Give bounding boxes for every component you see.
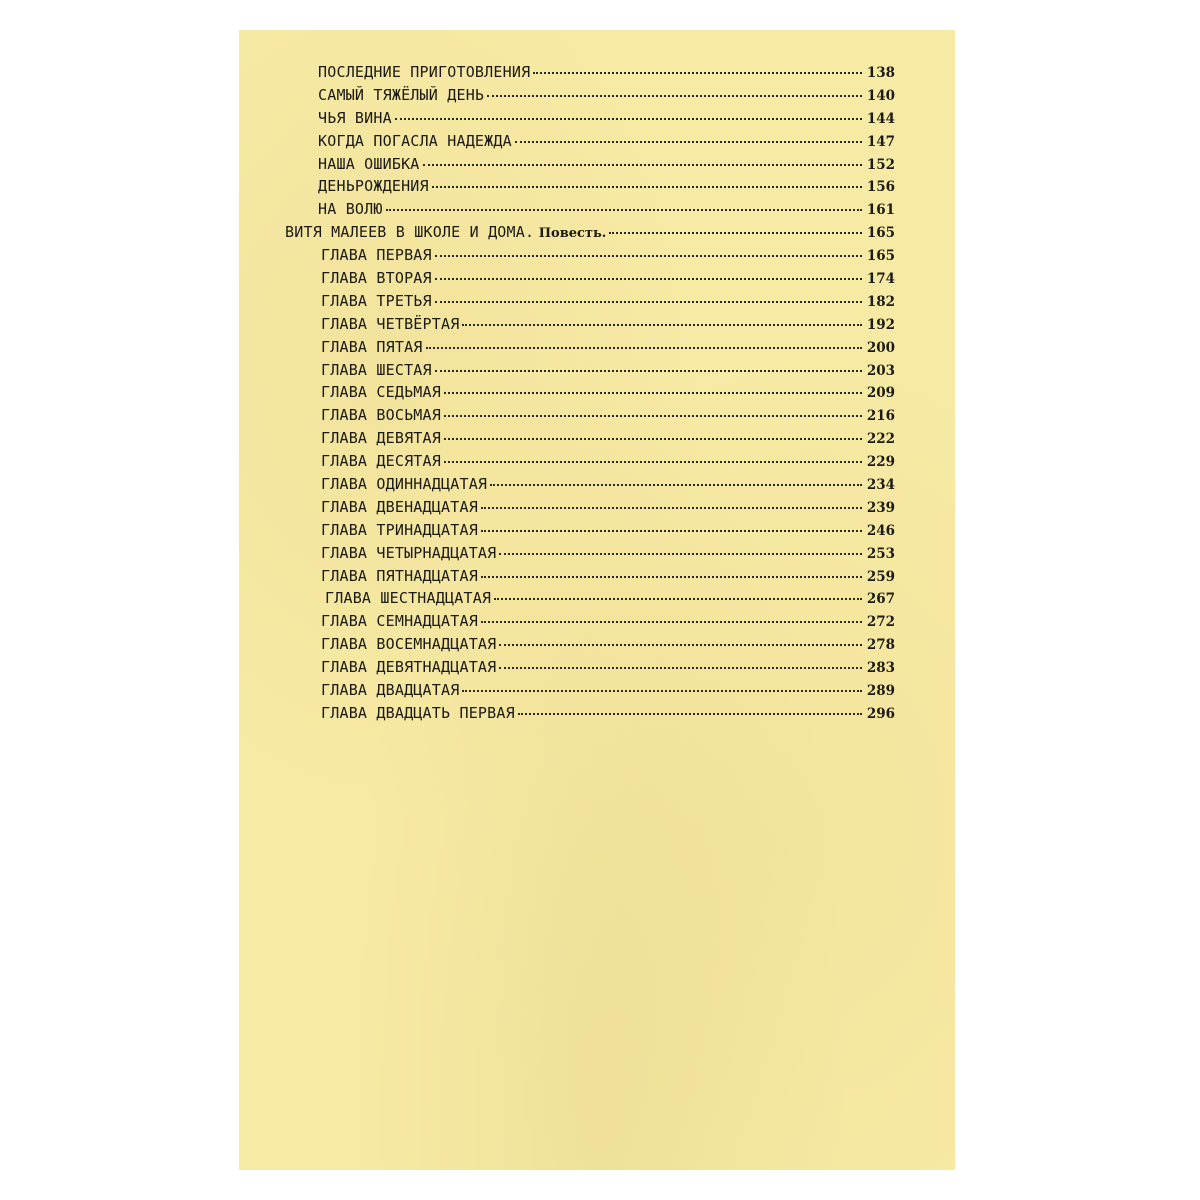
toc-entry-title xyxy=(321,521,478,539)
book-page xyxy=(239,30,955,1170)
toc-entry-title-text: ГЛАВА ЧЕТЫРНАДЦАТАЯ xyxy=(321,543,497,562)
toc-entry-title xyxy=(321,498,478,516)
toc-entry-title-text: ГЛАВА ШЕСТНАДЦАТАЯ xyxy=(325,589,492,608)
toc-entry-title-text: САМЫЙ ТЯЖЁЛЫЙ ДЕНЬ xyxy=(318,85,485,104)
toc-entry xyxy=(285,132,895,155)
toc-entry-title xyxy=(318,177,429,195)
toc-entry-page-number: 165 xyxy=(866,225,895,242)
toc-entry xyxy=(285,498,895,521)
dot-leader xyxy=(481,507,862,509)
toc-entry xyxy=(285,223,895,246)
toc-entry-title xyxy=(321,406,441,424)
toc-entry xyxy=(285,567,895,590)
table-of-contents xyxy=(285,63,895,727)
toc-entry-title-text: ПОСЛЕДНИЕ ПРИГОТОВЛЕНИЯ xyxy=(318,63,531,81)
dot-leader xyxy=(435,278,862,280)
toc-entry-title xyxy=(321,475,487,493)
toc-entry-page-number: 283 xyxy=(866,660,895,677)
toc-entry xyxy=(285,544,895,567)
toc-entry xyxy=(285,200,895,223)
toc-entry-page-number: 174 xyxy=(866,271,895,288)
toc-entry-title xyxy=(321,269,432,287)
toc-entry-title xyxy=(318,63,530,81)
toc-entry-title xyxy=(318,109,392,127)
toc-entry-page-number: 272 xyxy=(866,614,895,631)
toc-entry xyxy=(285,681,895,704)
toc-entry-page-number: 200 xyxy=(866,339,895,356)
dot-leader xyxy=(518,713,862,715)
dot-leader xyxy=(481,530,862,532)
toc-entry-page-number: 165 xyxy=(866,248,895,265)
dot-leader xyxy=(481,621,862,623)
toc-entry-page-number: 259 xyxy=(866,568,895,585)
dot-leader xyxy=(499,644,862,646)
toc-entry-title-text: ГЛАВА ЧЕТВЁРТАЯ xyxy=(321,314,460,333)
toc-entry-title-text: ГЛАВА СЕДЬМАЯ xyxy=(321,383,441,402)
toc-entry-title xyxy=(321,383,441,401)
toc-entry-page-number: 161 xyxy=(866,202,895,219)
toc-entry-title-text: ГЛАВА ВОСЬМАЯ xyxy=(321,406,441,425)
toc-entry-title xyxy=(321,635,496,653)
toc-entry-title xyxy=(321,429,441,447)
dot-leader xyxy=(386,209,862,211)
toc-entry-title xyxy=(321,361,432,379)
toc-entry xyxy=(285,635,895,658)
toc-entry-title xyxy=(325,589,491,607)
toc-entry xyxy=(285,704,895,727)
toc-entry-title-text: ДЕНЬРОЖДЕНИЯ xyxy=(318,177,429,196)
toc-entry-page-number: 144 xyxy=(866,110,895,127)
toc-entry xyxy=(285,109,895,132)
dot-leader xyxy=(444,415,862,417)
toc-entry-page-number: 229 xyxy=(866,454,895,471)
toc-entry-title-text: ГЛАВА ДВАДЦАТЬ ПЕРВАЯ xyxy=(321,703,515,722)
toc-entry-title xyxy=(285,223,606,241)
toc-entry-note: Повесть. xyxy=(534,226,607,242)
toc-entry xyxy=(285,383,895,406)
toc-entry-page-number: 246 xyxy=(866,522,895,539)
toc-entry-page-number: 209 xyxy=(866,385,895,402)
toc-entry xyxy=(285,658,895,681)
dot-leader xyxy=(515,141,862,143)
toc-entry-title-text: ГЛАВА ДЕСЯТАЯ xyxy=(321,452,441,471)
toc-entry-title-text: КОГДА ПОГАСЛА НАДЕЖДА xyxy=(318,131,512,150)
dot-leader xyxy=(490,484,862,486)
toc-entry xyxy=(285,86,895,109)
dot-leader xyxy=(609,232,862,234)
toc-entry-page-number: 289 xyxy=(866,683,895,700)
toc-entry-title-text: ГЛАВА ДВЕНАДЦАТАЯ xyxy=(321,497,478,516)
toc-entry-page-number: 222 xyxy=(866,431,895,448)
dot-leader xyxy=(487,95,862,97)
toc-entry-title-text: ГЛАВА ШЕСТАЯ xyxy=(321,360,432,379)
toc-entry-title xyxy=(321,452,441,470)
toc-entry-title-text: НАША ОШИБКА xyxy=(318,154,420,173)
toc-entry-title xyxy=(318,132,512,150)
dot-leader xyxy=(435,301,862,303)
toc-entry-page-number: 140 xyxy=(866,87,895,104)
toc-entry-page-number: 147 xyxy=(866,133,895,150)
toc-entry xyxy=(285,63,895,86)
toc-entry-title xyxy=(318,86,484,104)
toc-entry-title-text: ГЛАВА СЕМНАДЦАТАЯ xyxy=(321,612,478,631)
toc-entry xyxy=(285,429,895,452)
toc-entry-title-text: ГЛАВА ДЕВЯТНАДЦАТАЯ xyxy=(321,658,497,677)
toc-entry-title-text: НА ВОЛЮ xyxy=(318,200,383,219)
toc-entry-page-number: 216 xyxy=(866,408,895,425)
toc-entry-page-number: 296 xyxy=(866,705,895,722)
dot-leader xyxy=(444,438,862,440)
toc-entry-title xyxy=(318,200,383,218)
toc-entry xyxy=(285,612,895,635)
toc-entry xyxy=(285,177,895,200)
toc-entry-title xyxy=(321,612,478,630)
toc-entry-page-number: 267 xyxy=(866,591,895,608)
dot-leader xyxy=(444,392,862,394)
dot-leader xyxy=(395,118,862,120)
toc-entry xyxy=(285,246,895,269)
dot-leader xyxy=(499,553,862,555)
toc-entry xyxy=(285,452,895,475)
toc-entry-page-number: 278 xyxy=(866,637,895,654)
toc-entry-title xyxy=(321,567,478,585)
dot-leader xyxy=(462,690,862,692)
dot-leader xyxy=(444,461,862,463)
toc-entry-title xyxy=(321,681,459,699)
dot-leader xyxy=(423,164,862,166)
toc-entry xyxy=(285,269,895,292)
toc-entry-title xyxy=(321,704,515,722)
toc-entry xyxy=(285,361,895,384)
dot-leader xyxy=(494,598,862,600)
toc-entry-page-number: 182 xyxy=(866,293,895,310)
toc-entry-title-text: ГЛАВА ПЯТАЯ xyxy=(321,337,423,356)
toc-entry xyxy=(285,155,895,178)
toc-entry-page-number: 152 xyxy=(866,156,895,173)
toc-entry-page-number: 156 xyxy=(866,179,895,196)
toc-entry-title xyxy=(321,246,432,264)
toc-entry-title xyxy=(318,155,420,173)
toc-entry xyxy=(285,406,895,429)
dot-leader xyxy=(426,347,862,349)
toc-entry-title-text: ВИТЯ МАЛЕЕВ В ШКОЛЕ И ДОМА. xyxy=(285,223,535,242)
toc-entry xyxy=(285,338,895,361)
dot-leader xyxy=(435,255,862,257)
toc-entry-page-number: 138 xyxy=(866,65,895,81)
toc-entry-title-text: ГЛАВА ПЯТНАДЦАТАЯ xyxy=(321,566,478,585)
toc-entry-title xyxy=(321,338,423,356)
toc-entry-page-number: 234 xyxy=(866,477,895,494)
toc-entry-title-text: ГЛАВА ВОСЕМНАДЦАТАЯ xyxy=(321,635,497,654)
toc-entry-page-number: 203 xyxy=(866,362,895,379)
toc-entry xyxy=(285,521,895,544)
toc-entry-title-text: ГЛАВА ТРИНАДЦАТАЯ xyxy=(321,520,478,539)
toc-entry-title-text: ГЛАВА ОДИННАДЦАТАЯ xyxy=(321,475,488,494)
toc-entry-title xyxy=(321,658,496,676)
toc-entry xyxy=(285,292,895,315)
dot-leader xyxy=(499,667,862,669)
toc-entry-title-text: ГЛАВА ТРЕТЬЯ xyxy=(321,291,432,310)
dot-leader xyxy=(432,186,862,188)
toc-entry-page-number: 192 xyxy=(866,316,895,333)
toc-entry-title-text: ГЛАВА ВТОРАЯ xyxy=(321,269,432,288)
toc-entry-page-number: 239 xyxy=(866,499,895,516)
toc-entry xyxy=(285,315,895,338)
toc-entry xyxy=(285,475,895,498)
toc-entry xyxy=(285,589,895,612)
toc-entry-title xyxy=(321,315,459,333)
dot-leader xyxy=(462,324,862,326)
toc-entry-title-text: ГЛАВА ДВАДЦАТАЯ xyxy=(321,681,460,700)
toc-entry-title xyxy=(321,544,496,562)
toc-entry-page-number: 253 xyxy=(866,545,895,562)
dot-leader xyxy=(533,72,862,74)
toc-entry-title-text: ГЛАВА ПЕРВАЯ xyxy=(321,246,432,265)
toc-entry-title-text: ЧЬЯ ВИНА xyxy=(318,108,392,127)
toc-entry-title-text: ГЛАВА ДЕВЯТАЯ xyxy=(321,429,441,448)
dot-leader xyxy=(481,576,862,578)
toc-entry-title xyxy=(321,292,432,310)
dot-leader xyxy=(435,370,862,372)
